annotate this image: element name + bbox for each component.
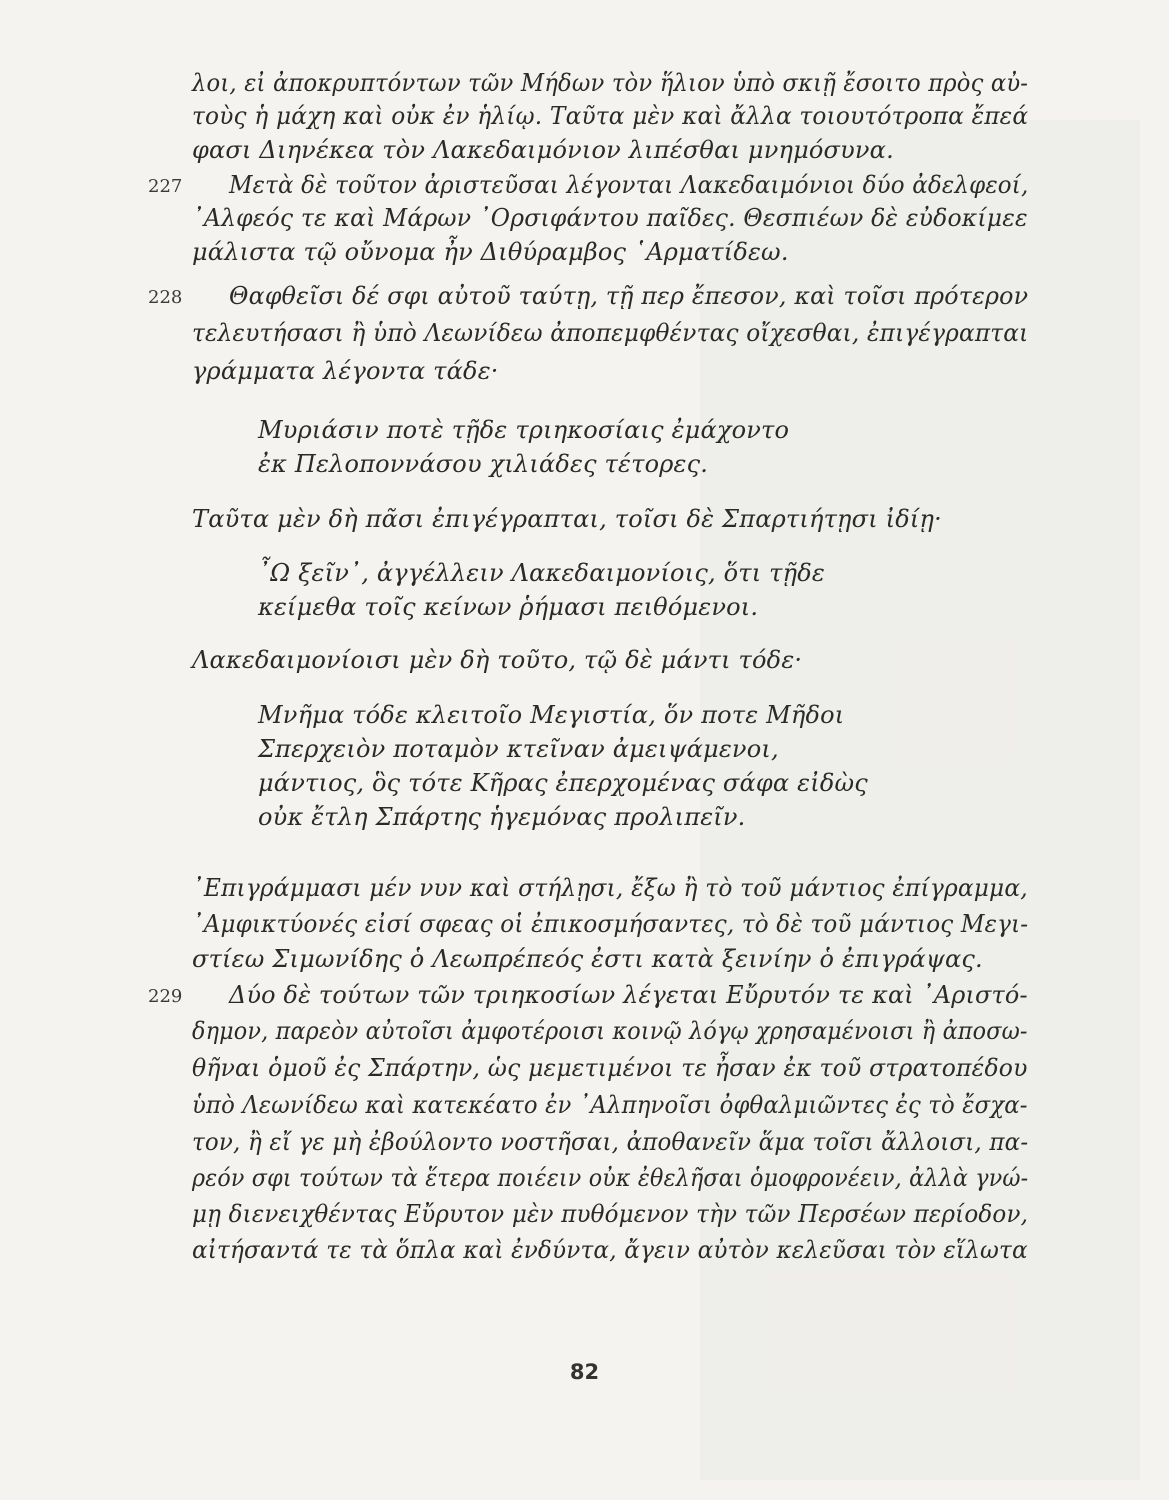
verse-line: Μυριάσιν ποτὲ τῇδε τριηκοσίαις ἐμάχοντο [258,416,790,444]
text-line: τοὺς ἡ μάχη καὶ οὐκ ἐν ἡλίῳ. Ταῦτα μὲν καὶ ἄλλα τοιουτότροπα ἔπεά [192,102,1029,130]
section-number: 228 [148,287,183,308]
text-line: ρεόν σφι τούτων τὰ ἕτερα ποιέειν οὐκ ἐθελῆσαι ὁμοφρονέειν, ἀλλὰ γνώ- [192,1164,1029,1192]
text-line: Μετὰ δὲ τοῦτον ἀριστεῦσαι λέγονται Λακεδαιμόνιοι δύο ἀδελφεοί, [229,171,1029,199]
text-line: θῆναι ὁμοῦ ἐς Σπάρτην, ὡς μεμετιμένοι τε ἦσαν ἐκ τοῦ στρατοπέδου [192,1054,1028,1082]
text-line: Ταῦτα μὲν δὴ πᾶσι ἐπιγέγραπται, τοῖσι δὲ Σπαρτιήτῃσι ἰδίῃ· [192,505,942,533]
text-line: ᾿Επιγράμμασι μέν νυν καὶ στήλῃσι, ἔξω ἢ τὸ τοῦ μάντιος ἐπίγραμμα, [192,874,1028,902]
text-line: Θαφθεῖσι δέ σφι αὐτοῦ ταύτῃ, τῇ περ ἔπεσον, καὶ τοῖσι πρότερον [229,282,1029,310]
verse-line: μάντιος, ὃς τότε Κῆρας ἐπερχομένας σάφα εἰδὼς [258,769,868,797]
section-number: 227 [148,176,183,197]
text-line: ὑπὸ Λεωνίδεω καὶ κατεκέατο ἐν ᾿Αλπηνοῖσι ὀφθαλμιῶντες ἐς τὸ ἔσχα- [192,1091,1028,1119]
text-line: στίεω Σιμωνίδης ὁ Λεωπρέπεός ἐστι κατὰ ξεινίην ὁ ἐπιγράψας. [192,945,983,973]
verse-line: ἐκ Πελοποννάσου χιλιάδες τέτορες. [258,450,709,478]
page-number: 82 [569,1360,600,1384]
text-line: ᾿Αμφικτύονές εἰσί σφεας οἱ ἐπικοσμήσαντες, τὸ δὲ τοῦ μάντιος Μεγι- [192,910,1029,938]
verse-line: κείμεθα τοῖς κείνων ῥήμασι πειθόμενοι. [258,593,759,621]
text-line: δημον, παρεὸν αὐτοῖσι ἀμφοτέροισι κοινῷ λόγῳ χρησαμένοισι ἢ ἀποσω- [192,1017,1028,1045]
text-line: μῃ διενειχθέντας Εὔρυτον μὲν πυθόμενον τὴν τῶν Περσέων περίοδον, [192,1200,1029,1228]
verse-line: Σπερχειὸν ποταμὸν κτεῖναν ἀμειψάμενοι, [258,735,779,763]
text-line: Λακεδαιμονίοισι μὲν δὴ τοῦτο, τῷ δὲ μάντι τόδε· [192,646,803,674]
text-line: αἰτήσαντά τε τὰ ὅπλα καὶ ἐνδύντα, ἄγειν αὐτὸν κελεῦσαι τὸν εἵλωτα [192,1236,1028,1264]
section-number: 229 [148,986,183,1007]
text-line: μάλιστα τῷ οὔνομα ἦν Διθύραμβος ῾Αρματίδεω. [192,238,789,266]
verse-line: οὐκ ἔτλη Σπάρτης ἡγεμόνας προλιπεῖν. [258,803,746,831]
text-line: Δύο δὲ τούτων τῶν τριηκοσίων λέγεται Εὔρυτόν τε καὶ ᾿Αριστό- [229,981,1028,1009]
text-line: λοι, εἰ ἀποκρυπτόντων τῶν Μήδων τὸν ἥλιον ὑπὸ σκιῇ ἔσοιτο πρὸς αὐ- [192,69,1029,97]
text-line: ᾿Αλφεός τε καὶ Μάρων ᾿Ορσιφάντου παῖδες. Θεσπιέων δὲ εὐδοκίμεε [192,204,1028,232]
text-line: γράμματα λέγοντα τάδε· [192,357,499,385]
verse-line: Μνῆμα τόδε κλειτοῖο Μεγιστία, ὅν ποτε Μῆδοι [258,701,845,729]
text-line: φασι Διηνέκεα τὸν Λακεδαιμόνιον λιπέσθαι μνημόσυνα. [192,136,894,164]
verse-line: ῏Ω ξεῖν᾿, ἀγγέλλειν Λακεδαιμονίοις, ὅτι τῇδε [258,559,825,587]
text-line: τελευτήσασι ἢ ὑπὸ Λεωνίδεω ἀποπεμφθέντας οἴχεσθαι, ἐπιγέγραπται [192,319,1029,347]
text-line: τον, ἢ εἴ γε μὴ ἐβούλοντο νοστῆσαι, ἀποθανεῖν ἅμα τοῖσι ἄλλοισι, πα- [192,1128,1029,1156]
